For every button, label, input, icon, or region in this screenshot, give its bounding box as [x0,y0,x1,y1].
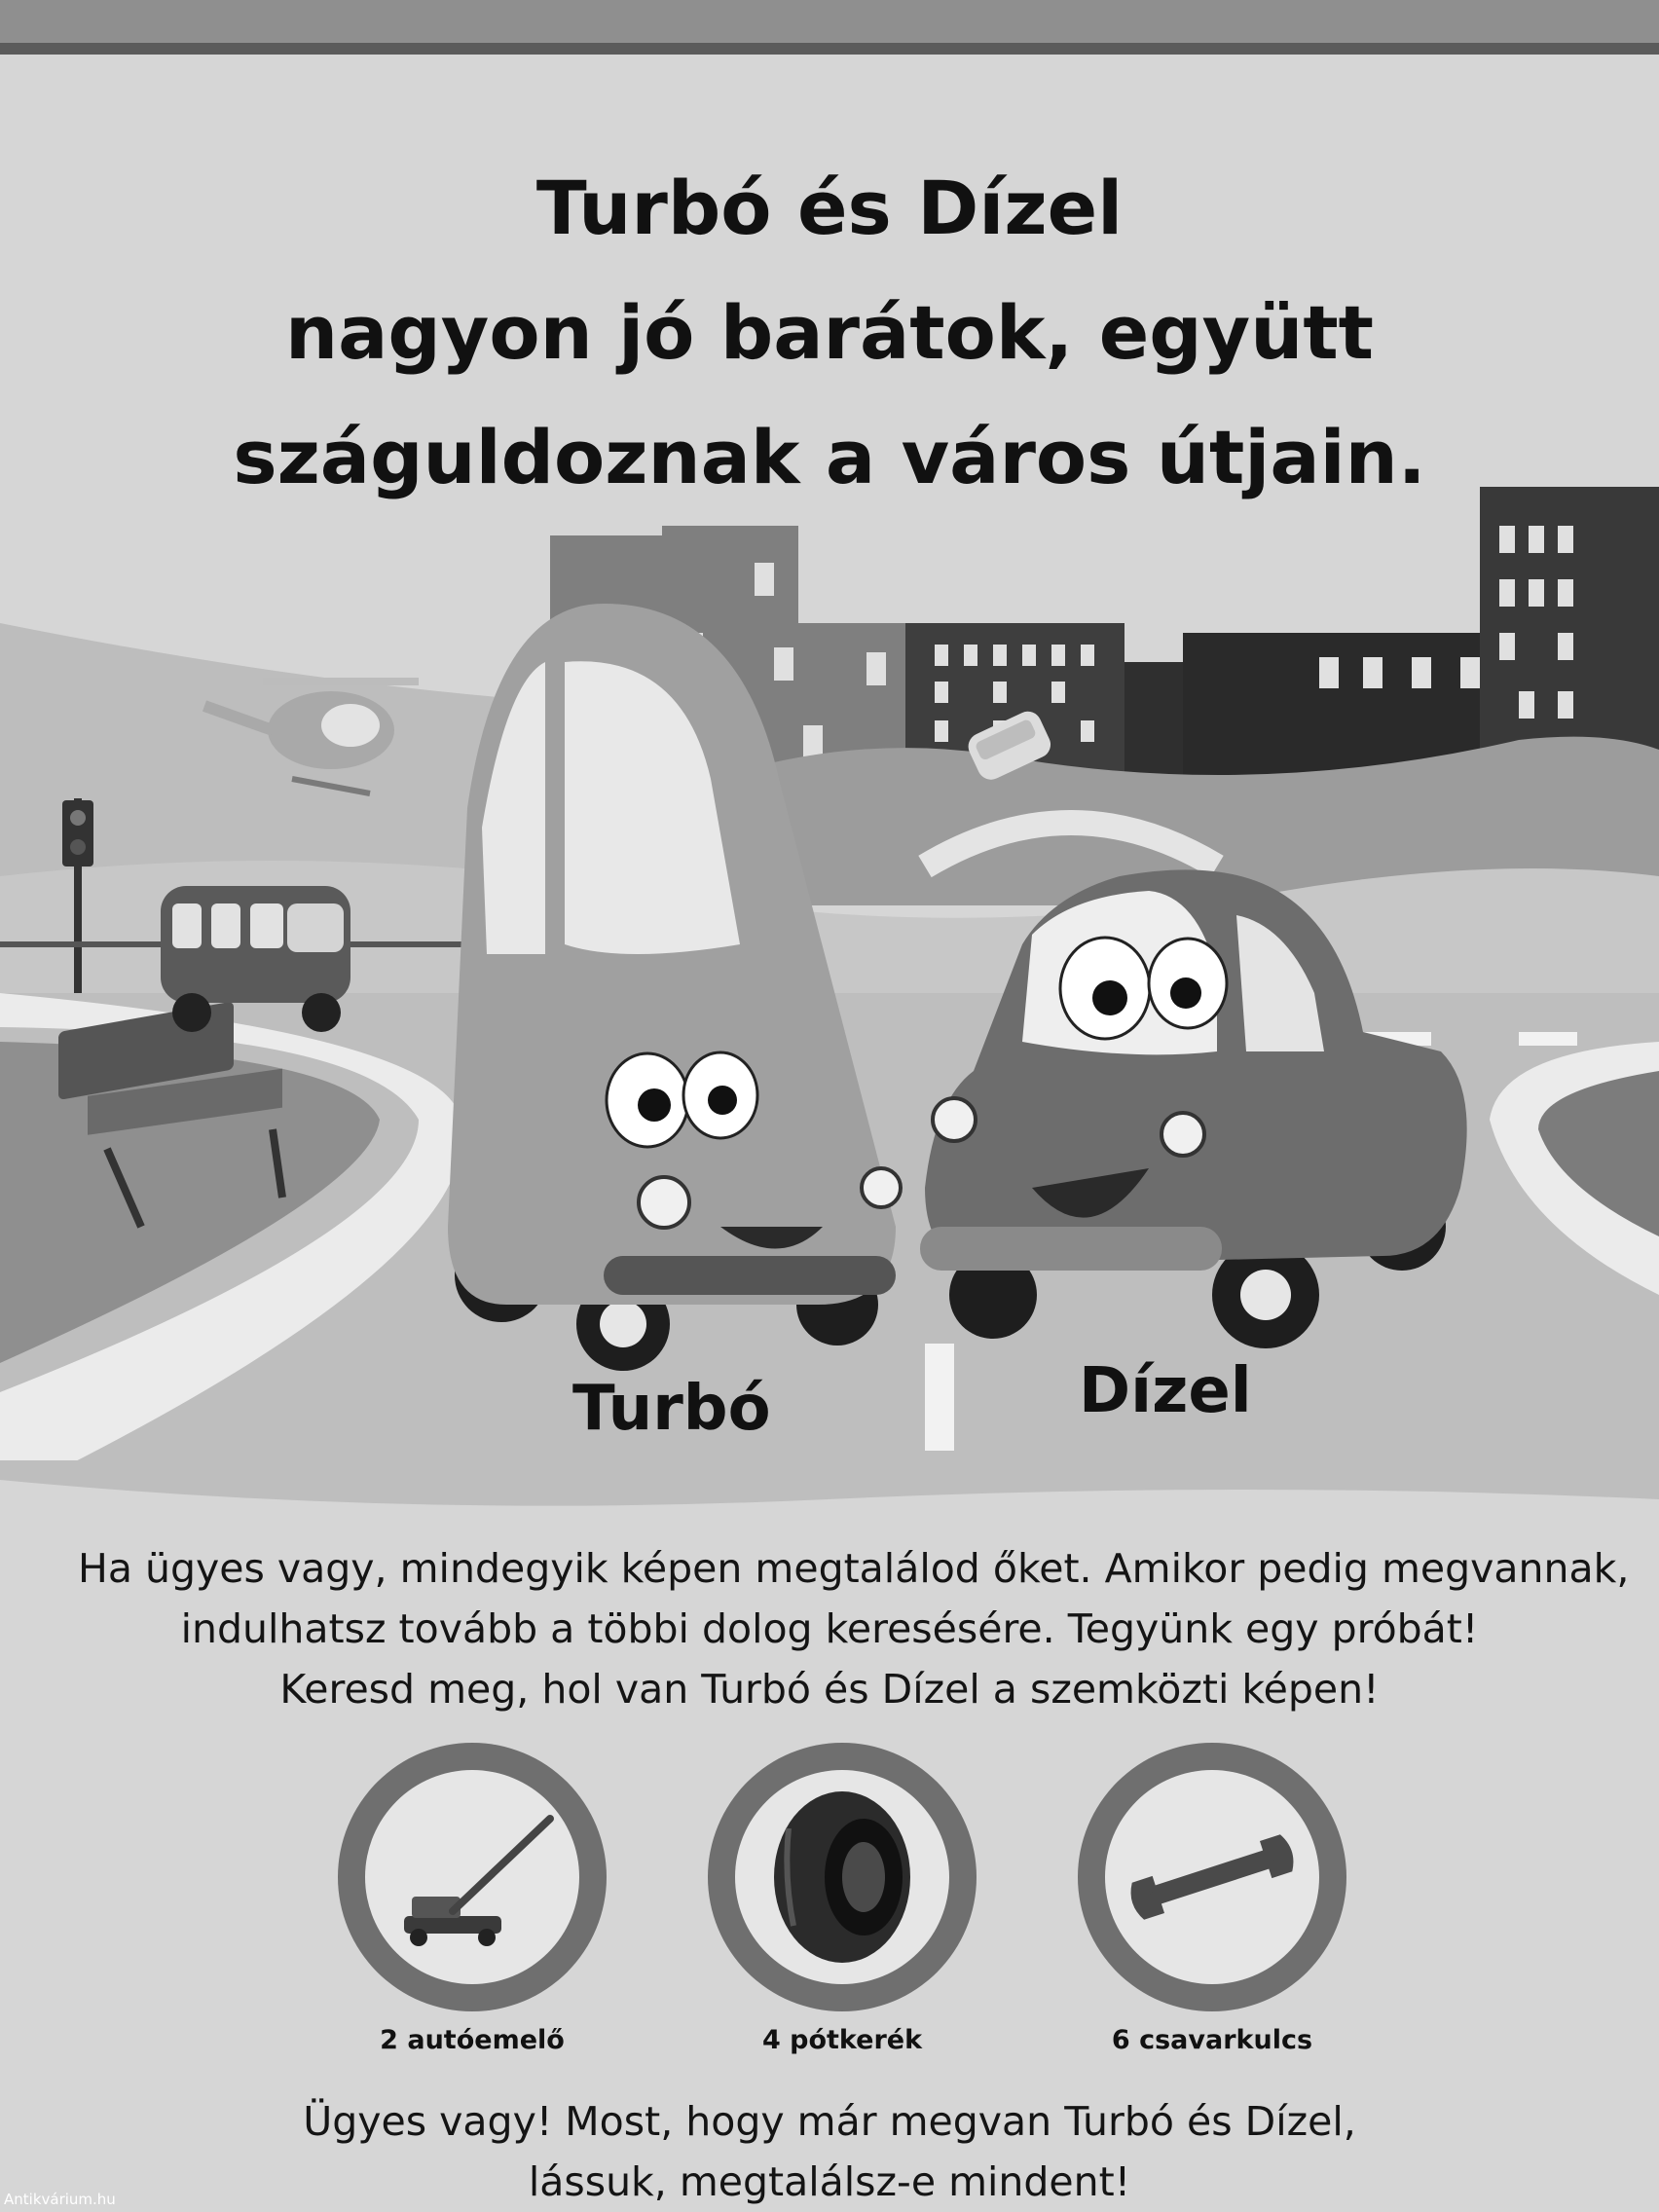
closing-line-1: Ügyes vagy! Most, hogy már megvan Turbó és Dízel, [303,2098,1356,2145]
headline-line-2: nagyon jó barátok, együtt [285,289,1374,376]
spare-tire-icon [735,1770,949,1984]
turbo-label: Turbó [572,1373,771,1445]
instructions-line-3: Keresd meg, hol van Turbó és Dízel a szemközti képen! [279,1666,1380,1713]
activity-section [0,1460,1659,2212]
instructions-line-1: Ha ügyes vagy, mindegyik képen megtalálod őket. Amikor pedig megvannak, [78,1545,1630,1592]
top-border-rule [0,43,1659,55]
instructions-line-2: indulhatsz tovább a többi dolog keresésére. Tegyünk egy próbát! [180,1605,1479,1652]
headline-line-3: száguldoznak a város útjain. [233,414,1426,500]
instructions-text [78,1538,1630,1719]
item-label-wrench: 6 csavarkulcs [1111,2025,1313,2055]
headline [0,146,1659,520]
item-wrench [1076,1743,1348,2055]
watermark: Antikvárium.hu [4,2191,116,2208]
wrench-icon [1105,1770,1319,1984]
city-street-illustration [0,487,1659,1480]
page-top-edge [0,0,1659,45]
car-jack-icon [365,1770,579,1984]
closing-text [0,2091,1659,2212]
item-car-jack [336,1743,608,2055]
headline-line-1: Turbó és Dízel [535,165,1124,251]
item-label-car-jack: 2 autóemelő [380,2025,565,2055]
dizel-label: Dízel [1079,1355,1252,1427]
item-label-spare-tire: 4 pótkerék [761,2025,923,2055]
item-spare-tire [706,1743,978,2055]
closing-line-2: lássuk, megtalálsz-e mindent! [528,2158,1131,2205]
